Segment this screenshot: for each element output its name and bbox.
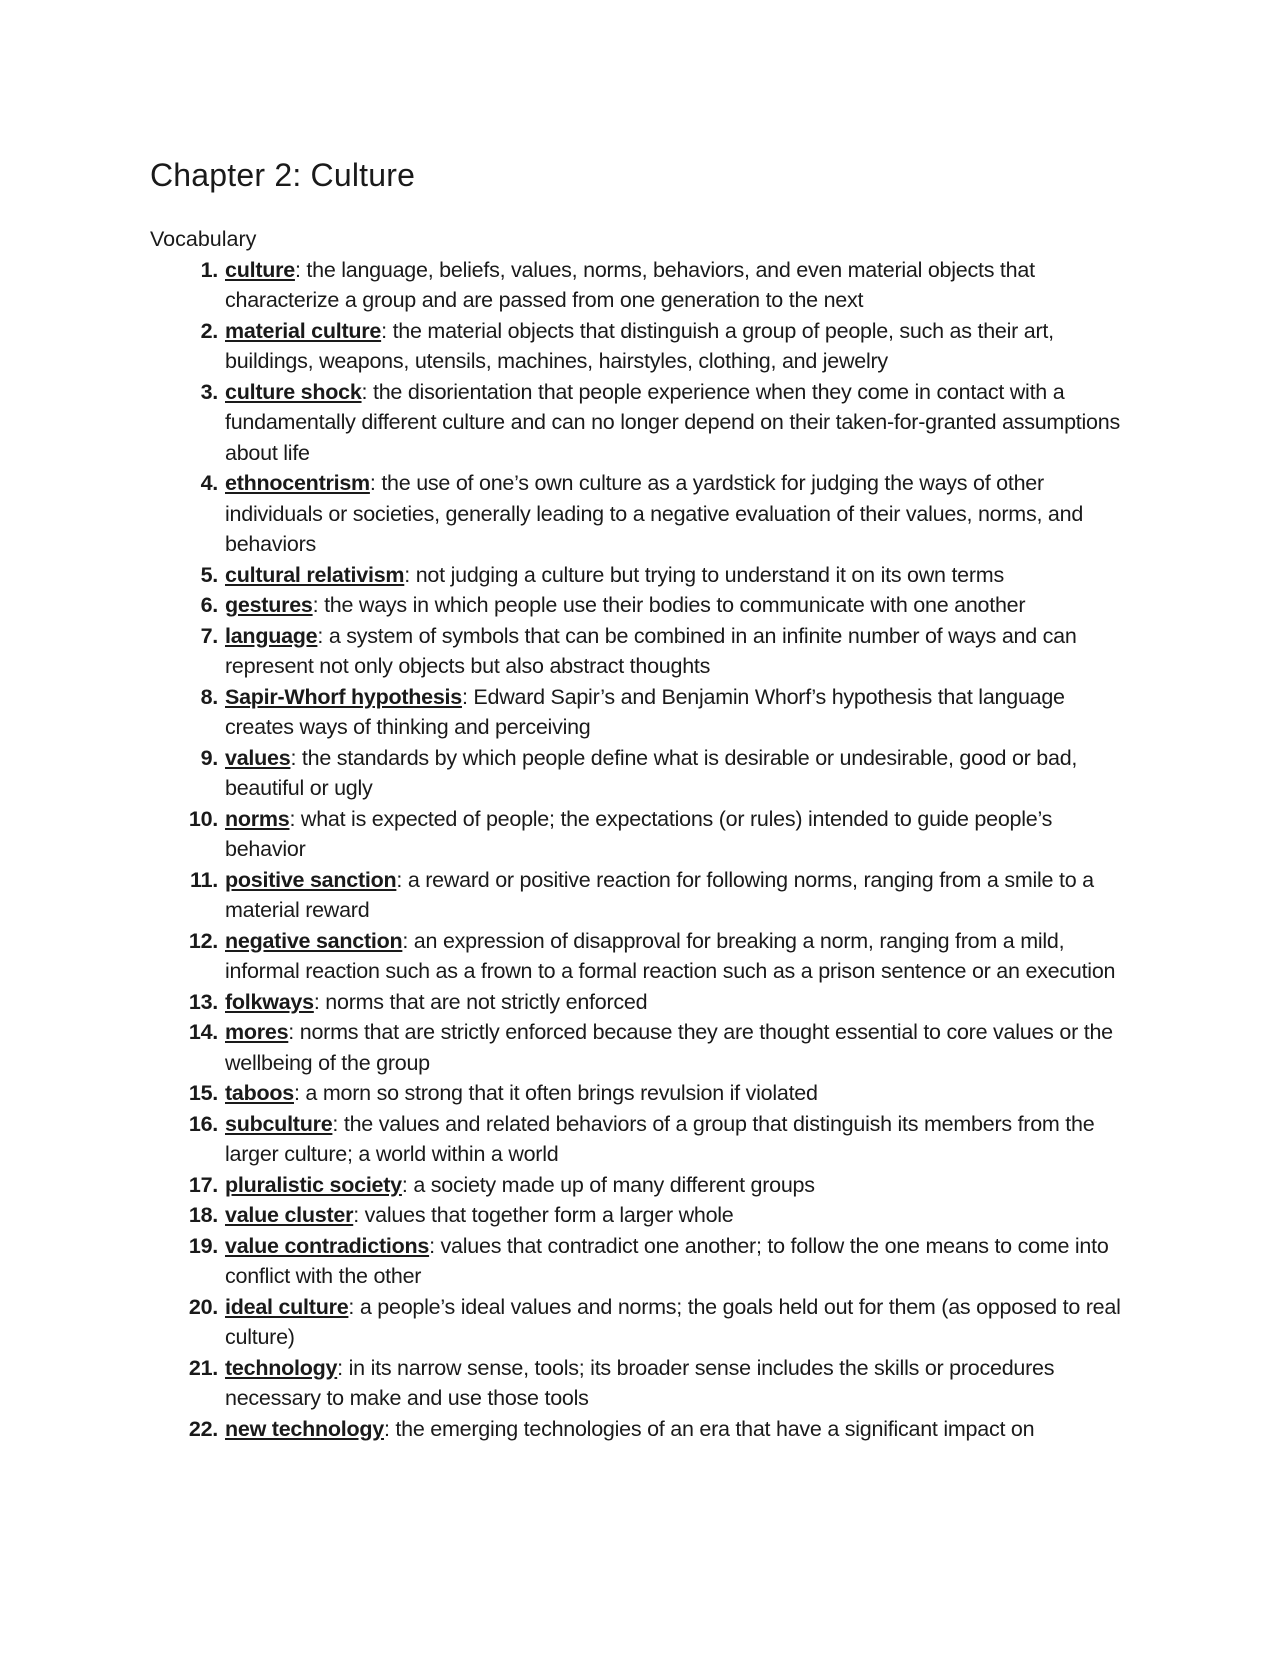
vocab-item [150, 1017, 1130, 1078]
vocab-number: 11. [190, 867, 218, 892]
vocab-item [150, 377, 1130, 469]
vocabulary-list [150, 255, 1130, 1445]
vocab-number: 18. [188, 1203, 218, 1227]
vocab-number: 19. [188, 1233, 218, 1258]
vocab-term: pluralistic society [225, 1172, 402, 1197]
vocab-definition: : a morn so strong that it often brings revulsion if violated [293, 1081, 818, 1105]
vocab-term: negative sanction [225, 928, 403, 953]
vocab-number: 16. [188, 1111, 218, 1136]
vocab-number: 7. [200, 623, 218, 648]
vocab-number: 10. [188, 806, 218, 831]
vocab-definition: : the material objects that distinguish a group of people, such as their art, buildings, weapons, utensils, machines, hairstyles, clothing, and jewelry [225, 318, 1054, 373]
vocab-item [150, 1200, 1130, 1231]
vocab-definition: : the disorientation that people experience when they come in contact with a fundamentally different culture and can no longer depend on their taken-for-granted assumptions about life [225, 379, 1120, 465]
vocab-item [150, 560, 1130, 591]
vocab-term: culture [225, 257, 295, 282]
vocab-definition: : the standards by which people define what is desirable or undesirable, good or bad, beautiful or ugly [225, 745, 1078, 800]
vocab-item [150, 682, 1130, 743]
vocab-number: 6. [200, 593, 218, 617]
vocab-definition: : a reward or positive reaction for following norms, ranging from a smile to a material reward [225, 867, 1094, 922]
vocab-term: ideal culture [225, 1294, 349, 1319]
vocab-term: material culture [225, 318, 382, 343]
vocab-definition: : the language, beliefs, values, norms, behaviors, and even material objects that characterize a group and are passed from one generation to the next [225, 257, 1035, 312]
vocab-term: mores [225, 1020, 289, 1044]
vocab-number: 13. [188, 989, 218, 1014]
vocab-item [150, 987, 1130, 1018]
vocab-definition: : a system of symbols that can be combined in an infinite number of ways and can represent not only objects but also abstract thoughts [225, 623, 1077, 678]
vocab-number: 5. [200, 562, 218, 587]
vocab-number: 20. [188, 1294, 218, 1319]
vocab-term: cultural relativism [225, 562, 405, 587]
vocab-term: value cluster [225, 1203, 354, 1227]
vocab-definition: : in its narrow sense, tools; its broader sense includes the skills or procedures necessary to make and use those tools [225, 1355, 1055, 1410]
vocab-item [150, 468, 1130, 560]
vocab-definition: : values that together form a larger whole [353, 1203, 734, 1227]
page-title: Chapter 2: Culture [150, 157, 416, 193]
vocab-number: 17. [188, 1172, 218, 1197]
vocab-item [150, 1231, 1130, 1292]
vocab-term: value contradictions [225, 1233, 430, 1258]
vocab-item [150, 1170, 1130, 1201]
vocab-number: 2. [200, 318, 218, 343]
vocab-number: 15. [188, 1081, 218, 1105]
vocab-term: taboos [225, 1081, 294, 1105]
vocab-number: 9. [200, 745, 218, 770]
vocab-definition: : not judging a culture but trying to understand it on its own terms [404, 562, 1004, 587]
vocab-term: ethnocentrism [225, 471, 370, 495]
vocab-number: 21. [188, 1355, 218, 1380]
section-label: Vocabulary [150, 227, 257, 251]
vocab-definition: : Edward Sapir’s and Benjamin Whorf’s hypothesis that language creates ways of thinking and perceiving [225, 684, 1065, 739]
vocab-item [150, 1353, 1130, 1414]
vocab-definition: : what is expected of people; the expectations (or rules) intended to guide people’s behavior [225, 806, 1053, 861]
vocab-item [150, 590, 1130, 621]
vocab-item [150, 743, 1130, 804]
vocab-item [150, 1078, 1130, 1109]
vocab-term: language [225, 623, 318, 648]
vocab-item [150, 926, 1130, 987]
vocab-definition: : the values and related behaviors of a group that distinguish its members from the larger culture; a world within a world [225, 1111, 1095, 1166]
vocab-definition: : a people’s ideal values and norms; the goals held out for them (as opposed to real culture) [225, 1294, 1121, 1349]
vocab-item [150, 1292, 1130, 1353]
vocab-number: 22. [188, 1416, 218, 1441]
vocab-term: folkways [225, 989, 314, 1014]
vocab-number: 1. [200, 257, 218, 282]
vocab-item [150, 255, 1130, 316]
vocab-term: culture shock [225, 379, 362, 404]
vocab-definition: : norms that are not strictly enforced [313, 989, 648, 1014]
vocab-number: 12. [188, 928, 218, 953]
vocab-term: subculture [225, 1111, 333, 1136]
document-body [150, 150, 1130, 1444]
vocab-number: 14. [188, 1020, 218, 1044]
vocab-number: 4. [200, 471, 218, 495]
vocab-item [150, 621, 1130, 682]
vocab-definition: : values that contradict one another; to follow the one means to come into conflict with the other [225, 1233, 1109, 1288]
vocab-term: positive sanction [225, 867, 397, 892]
vocab-definition: : an expression of disapproval for breaking a norm, ranging from a mild, informal reaction such as a frown to a formal reaction such as a prison sentence or an execution [225, 928, 1116, 983]
vocab-term: values [225, 745, 291, 770]
vocab-item [150, 1109, 1130, 1170]
vocab-item [150, 804, 1130, 865]
vocab-item [150, 316, 1130, 377]
vocab-definition: : a society made up of many different groups [401, 1172, 815, 1197]
vocab-number: 3. [200, 379, 218, 404]
vocab-definition: : the emerging technologies of an era that have a significant impact on [383, 1416, 1035, 1441]
vocab-term: Sapir-Whorf hypothesis [225, 684, 462, 709]
vocab-term: gestures [225, 593, 313, 617]
vocab-term: technology [225, 1355, 338, 1380]
vocab-term: norms [225, 806, 290, 831]
vocab-item [150, 865, 1130, 926]
vocab-item [150, 1414, 1130, 1445]
vocab-definition: : the ways in which people use their bodies to communicate with one another [312, 593, 1026, 617]
vocab-number: 8. [200, 684, 218, 709]
vocab-definition: : norms that are strictly enforced because they are thought essential to core values or the wellbeing of the group [225, 1020, 1113, 1075]
vocab-definition: : the use of one’s own culture as a yardstick for judging the ways of other individuals or societies, generally leading to a negative evaluation of their values, norms, and behaviors [225, 471, 1084, 556]
vocab-term: new technology [225, 1416, 384, 1441]
